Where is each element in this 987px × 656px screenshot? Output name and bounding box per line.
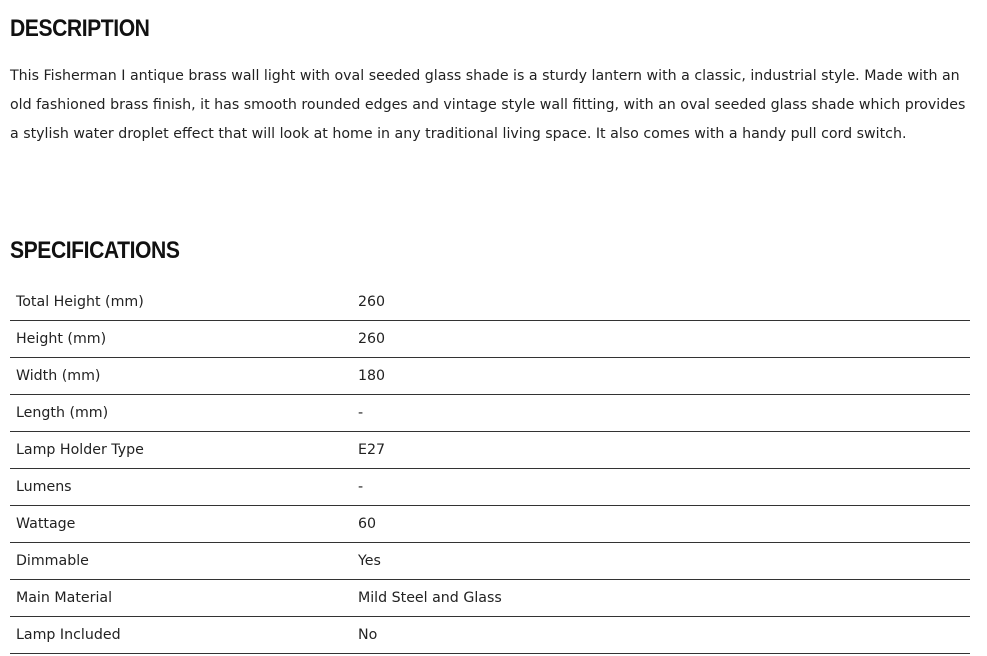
spec-label: Width (mm) xyxy=(10,358,352,395)
spec-row-length xyxy=(10,395,970,432)
spec-value: No xyxy=(352,617,970,654)
spec-label: Wattage xyxy=(10,506,352,543)
specifications-heading: SPECIFICATIONS xyxy=(10,237,180,264)
spec-row-height xyxy=(10,321,970,358)
description-text: This Fisherman I antique brass wall light with oval seeded glass shade is a sturdy lantern with a classic, industrial style. Made with an old fashioned brass finish, it has smooth rounded edges and vintage style wall fitting, with an oval seeded glass shade which provides a stylish water droplet effect that will look at home in any traditional living space. It also comes with a handy pull cord switch. xyxy=(10,68,966,142)
spec-label: Lamp Holder Type xyxy=(10,432,352,469)
spec-value: 180 xyxy=(352,358,970,395)
spec-value: Yes xyxy=(352,543,970,580)
spec-label: Length (mm) xyxy=(10,395,352,432)
spec-row-width xyxy=(10,358,970,395)
specifications-table xyxy=(10,284,970,654)
spec-row-lamp-included xyxy=(10,617,970,654)
spec-label: Main Material xyxy=(10,580,352,617)
spec-row-dimmable xyxy=(10,543,970,580)
spec-row-lamp-holder-type xyxy=(10,432,970,469)
spec-row-total-height xyxy=(10,284,970,321)
spec-label: Height (mm) xyxy=(10,321,352,358)
spec-value: - xyxy=(352,469,970,506)
spec-value: E27 xyxy=(352,432,970,469)
spec-label: Dimmable xyxy=(10,543,352,580)
spec-label: Lamp Included xyxy=(10,617,352,654)
spec-value: 260 xyxy=(352,321,970,358)
spec-label: Total Height (mm) xyxy=(10,284,352,321)
spec-value: - xyxy=(352,395,970,432)
spec-value: 60 xyxy=(352,506,970,543)
description-heading: DESCRIPTION xyxy=(10,15,150,42)
spec-value: 260 xyxy=(352,284,970,321)
spec-row-wattage xyxy=(10,506,970,543)
spec-value: Mild Steel and Glass xyxy=(352,580,970,617)
spec-row-main-material xyxy=(10,580,970,617)
spec-row-lumens xyxy=(10,469,970,506)
spec-label: Lumens xyxy=(10,469,352,506)
